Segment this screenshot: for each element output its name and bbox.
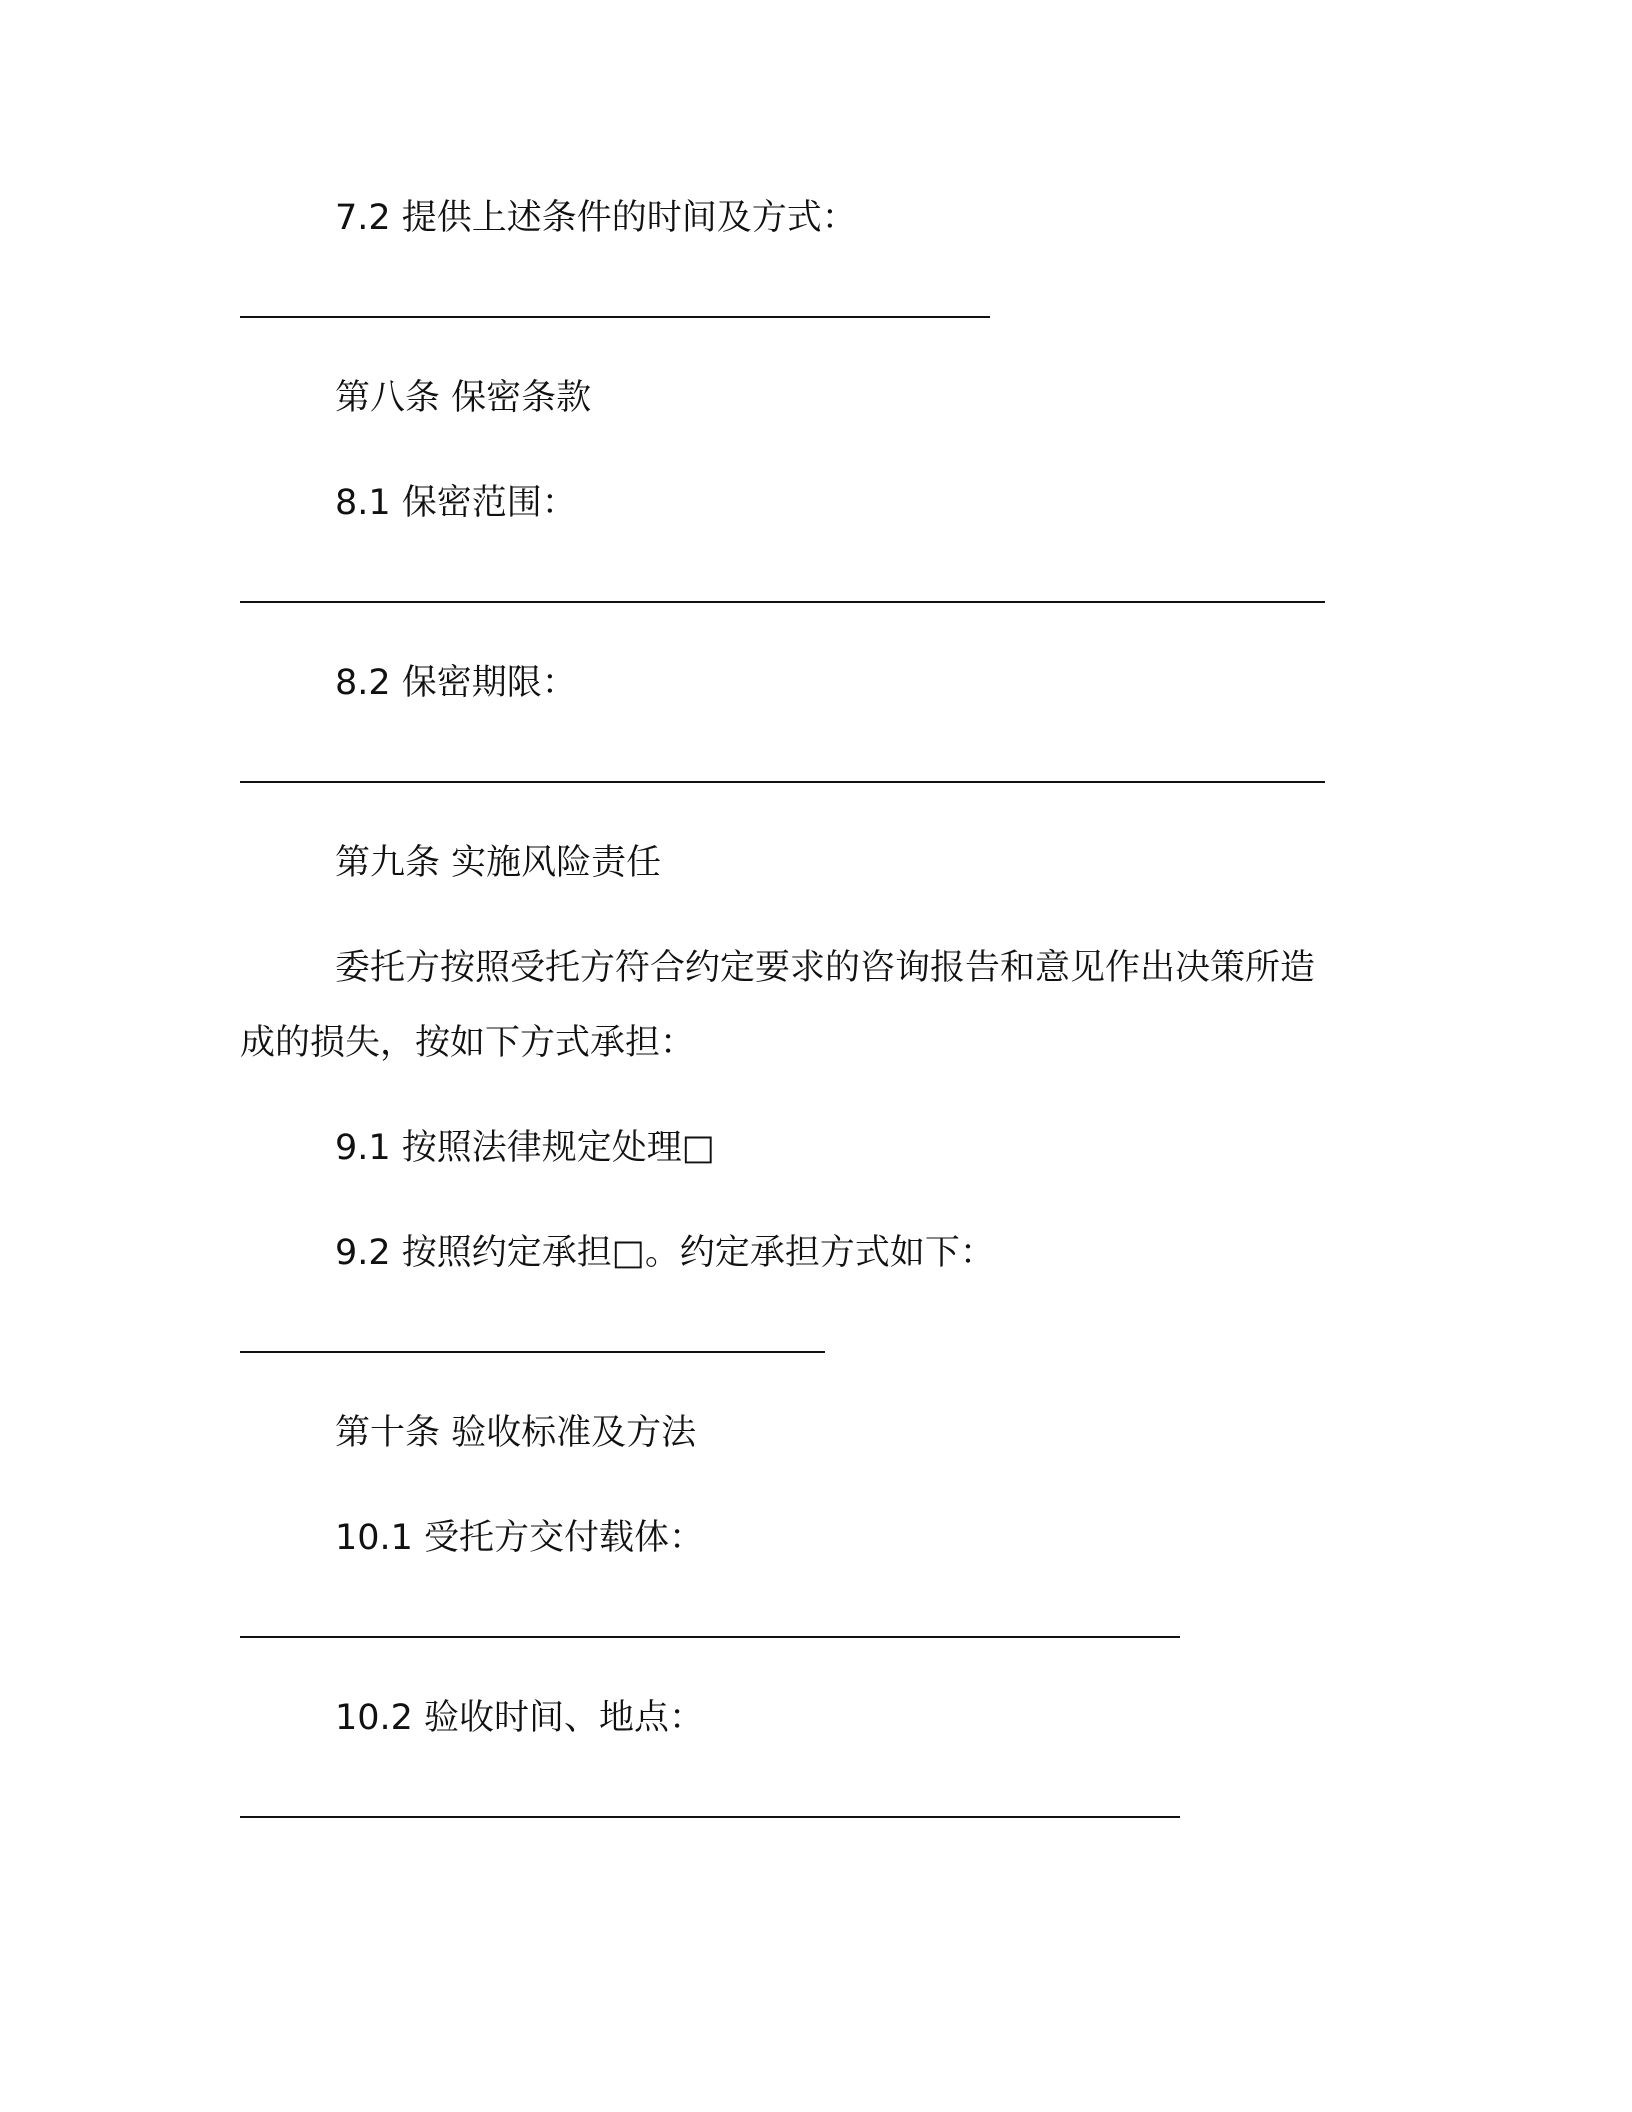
blank-line-7-2 — [240, 316, 990, 318]
blank-line-10-2 — [240, 1816, 1180, 1818]
article-10-heading: 第十条 验收标准及方法 — [335, 1413, 697, 1453]
clause-9-1: 9.1 按照法律规定处理□ — [335, 1128, 715, 1168]
blank-line-8-1 — [240, 601, 1325, 603]
article-8-heading: 第八条 保密条款 — [335, 378, 592, 418]
article-9-paragraph-line-1: 委托方按照受托方符合约定要求的咨询报告和意见作出决策所造 — [335, 948, 1316, 988]
clause-8-1: 8.1 保密范围： — [335, 483, 577, 523]
clause-8-2: 8.2 保密期限： — [335, 663, 577, 703]
clause-10-2: 10.2 验收时间、地点： — [335, 1698, 705, 1738]
clause-7-2: 7.2 提供上述条件的时间及方式： — [335, 198, 857, 238]
blank-line-8-2 — [240, 781, 1325, 783]
blank-line-10-1 — [240, 1636, 1180, 1638]
blank-line-9-2 — [240, 1351, 825, 1353]
article-9-paragraph-line-2: 成的损失，按如下方式承担： — [240, 1023, 696, 1063]
clause-9-2: 9.2 按照约定承担□。约定承担方式如下： — [335, 1233, 995, 1273]
clause-10-1: 10.1 受托方交付载体： — [335, 1518, 705, 1558]
article-9-heading: 第九条 实施风险责任 — [335, 843, 662, 883]
